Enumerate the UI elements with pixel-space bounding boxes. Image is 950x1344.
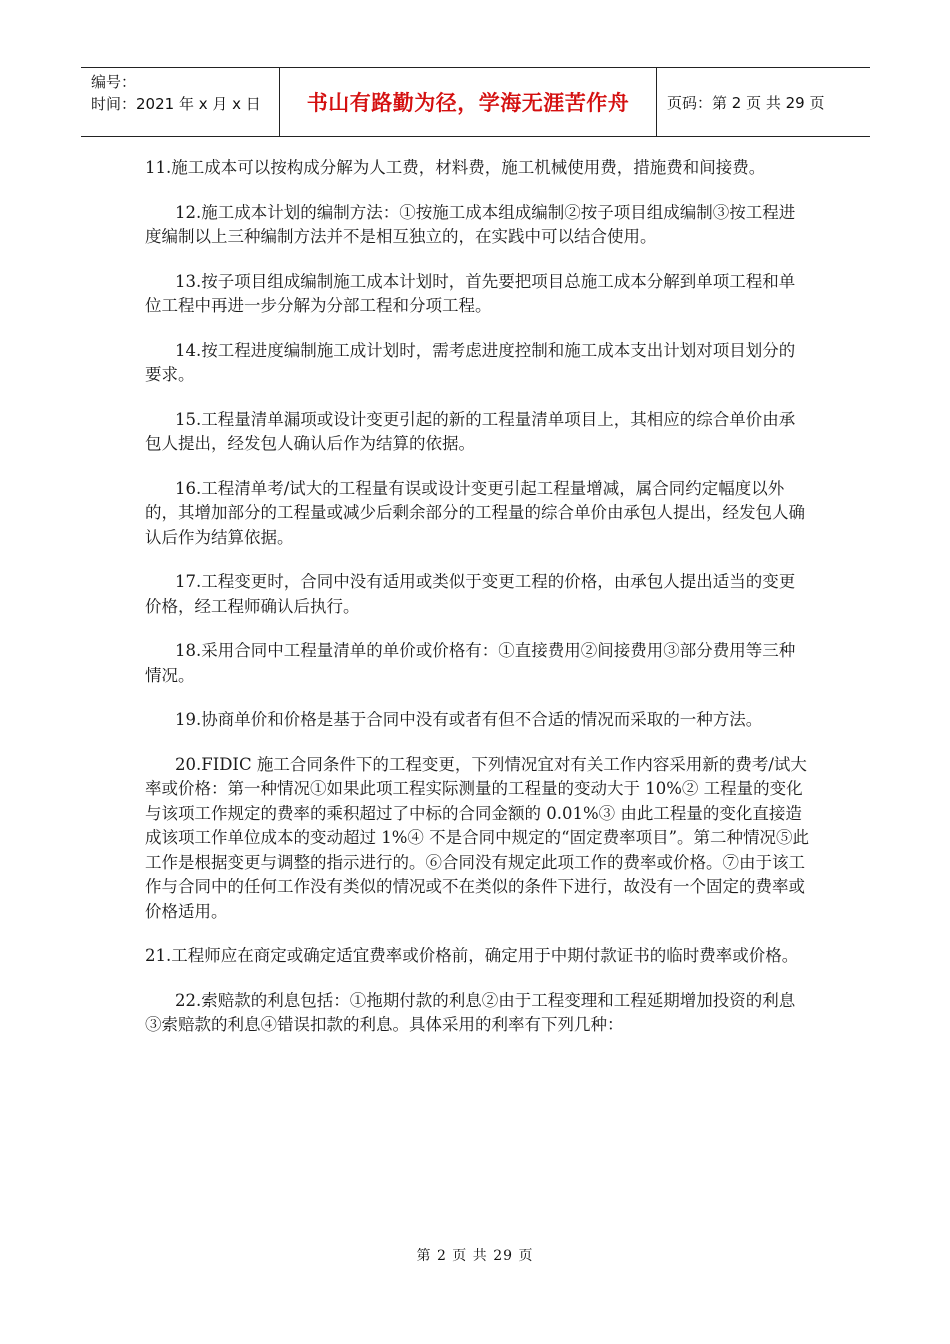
header-page-info: 页码：第 2 页 共 29 页 <box>667 93 825 112</box>
document-number-label: 编号： <box>91 73 137 91</box>
paragraph-16: 16.工程清单考/试大的工程量有误或设计变更引起工程量增减，属合同约定幅度以外的，其增加部分的工程量或减少后剩余部分的工程量的综合单价由承包人提出，经发包人确认后作为结算依据。 <box>145 478 805 547</box>
paragraph-14: 14.按工程进度编制施工成计划时，需考虑进度控制和施工成本支出计划对项目划分的要求。 <box>145 340 796 384</box>
page-footer: 第 2 页 共 29 页 <box>416 1248 534 1264</box>
paragraph-11: 11.施工成本可以按构成分解为人工费，材料费，施工机械使用费，措施费和间接费。 <box>145 158 766 177</box>
paragraph-19: 19.协商单价和价格是基于合同中没有或者有但不合适的情况而采取的一种方法。 <box>175 710 763 729</box>
paragraph-15: 15.工程量清单漏项或设计变更引起的新的工程量清单项目上，其相应的综合单价由承包人提出，经发包人确认后作为结算的依据。 <box>145 409 796 453</box>
paragraph-22: 22.索赔款的利息包括：①拖期付款的利息②由于工程变理和工程延期增加投资的利息③索赔款的利息④错误扣款的利息。具体采用的利率有下列几种： <box>145 990 796 1034</box>
paragraph-12: 12.施工成本计划的编制方法：①按施工成本组成编制②按子项目组成编制③按工程进度编制以上三种编制方法并不是相互独立的，在实践中可以结合使用。 <box>145 202 796 246</box>
document-body <box>145 156 810 1058</box>
header-motto: 书山有路勤为径，学海无涯苦作舟 <box>280 68 657 136</box>
paragraph-18: 18.采用合同中工程量清单的单价或价格有：①直接费用②间接费用③部分费用等三种情况。 <box>145 641 796 685</box>
document-time-label: 时间：2021 年 x 月 x 日 <box>91 95 261 113</box>
header-meta <box>81 68 280 136</box>
page-header <box>81 67 870 137</box>
paragraph-20: 20.FIDIC 施工合同条件下的工程变更，下列情况宜对有关工作内容采用新的费考/试大率或价格：第一种情况①如果此项工程实际测量的工程量的变动大于 10%② 工程量的变化与该项工作规定的费率的乘积超过了中标的合同金额的 0.01%③ 由此工程量的变化直接造成该项工作单位成本的变动超过 1%④ 不是合同中规定的“固定费率项目”。第二种情况⑤此工作是根据变更与调整的指示进行的。⑥合同没有规定此项工作的费率或价格。⑦由于该工作与合同中的任何工作没有类似的情况或不在类似的条件下进行，故没有一个固定的费率或价格适用。 <box>145 754 810 921</box>
paragraph-17: 17.工程变更时，合同中没有适用或类似于变更工程的价格，由承包人提出适当的变更价格，经工程师确认后执行。 <box>145 572 796 616</box>
paragraph-21: 21.工程师应在商定或确定适宜费率或价格前，确定用于中期付款证书的临时费率或价格。 <box>145 946 799 965</box>
paragraph-13: 13.按子项目组成编制施工成本计划时，首先要把项目总施工成本分解到单项工程和单位工程中再进一步分解为分部工程和分项工程。 <box>145 271 796 315</box>
